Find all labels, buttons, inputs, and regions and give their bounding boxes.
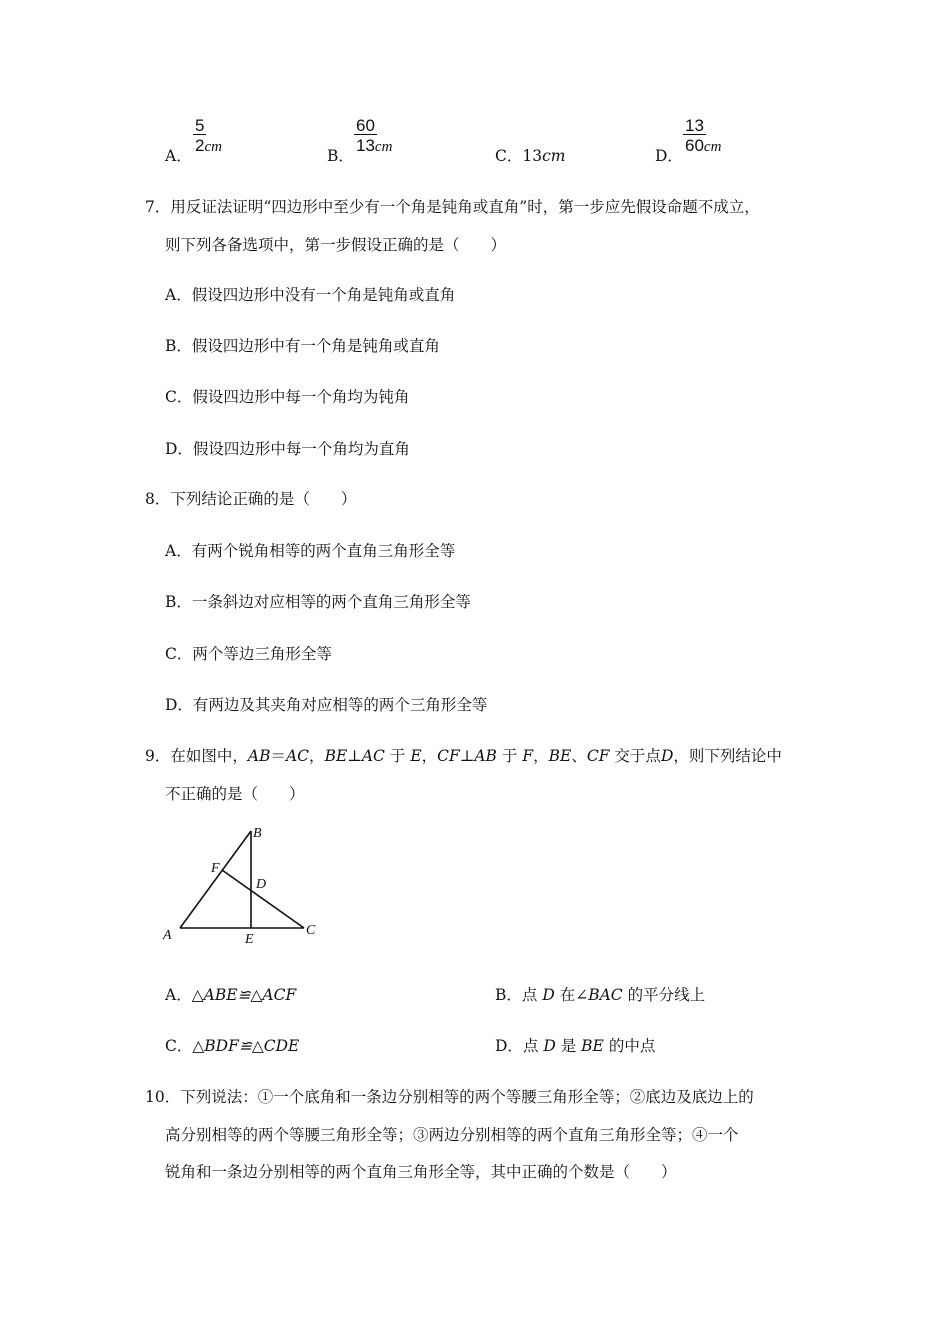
q7-option-a: A．假设四边形中没有一个角是钝角或直角 <box>165 286 456 304</box>
q10-stem-line2: 高分别相等的两个等腰三角形全等；③两边分别相等的两个直角三角形全等；④一个 <box>165 1126 739 1144</box>
label-a: A <box>163 928 172 943</box>
label-b: B <box>253 826 262 841</box>
q10-stem-line1: 10．下列说法：①一个底角和一条边分别相等的两个等腰三角形全等；②底边及底边上的 <box>145 1088 754 1106</box>
q8-option-c: C．两个等边三角形全等 <box>165 645 332 663</box>
q9-option-d: D．点 D 是 BE 的中点 <box>495 1037 656 1055</box>
q6-option-c-label: C． <box>495 147 523 165</box>
q9-option-a: A．△ABE≌△ACF <box>165 986 297 1004</box>
q10-stem-line3: 锐角和一条边分别相等的两个直角三角形全等，其中正确的个数是（ ） <box>165 1163 677 1181</box>
q9-option-b: B．点 D 在∠BAC 的平分线上 <box>495 986 706 1004</box>
q9-triangle-figure <box>160 820 330 950</box>
q6-option-c-value: 13 <box>522 147 543 165</box>
q8-option-b: B．一条斜边对应相等的两个直角三角形全等 <box>165 593 471 611</box>
q6-option-d-denominator: 60cm <box>685 136 722 155</box>
q6-option-a-numerator: 5 <box>195 116 205 135</box>
label-d: D <box>256 877 267 892</box>
label-f: F <box>211 861 220 876</box>
q8-stem: 8．下列结论正确的是（ ） <box>145 490 357 508</box>
q7-stem-line1: 7．用反证法证明“四边形中至少有一个角是钝角或直角”时，第一步应先假设命题不成立， <box>145 198 760 216</box>
q6-option-d-fraction <box>683 117 723 155</box>
q7-option-d: D．假设四边形中每一个角均为直角 <box>165 440 410 458</box>
q9-stem-line2: 不正确的是（ ） <box>165 785 305 803</box>
q6-option-a-denominator: 2cm <box>195 136 222 155</box>
q6-option-a-label: A． <box>165 147 192 165</box>
q6-option-c <box>495 144 566 166</box>
q9-option-c: C．△BDF≌△CDE <box>165 1037 300 1055</box>
q6-option-d-label: D． <box>655 147 683 165</box>
q6-option-b-numerator: 60 <box>356 116 375 135</box>
segment-ab <box>180 831 251 928</box>
q9-stem-line1: 9．在如图中，AB＝AC，BE⊥AC 于 E，CF⊥AB 于 F，BE、CF 交于点D，则下列结论中 <box>145 747 782 765</box>
q6-option-c-unit: cm <box>542 147 566 165</box>
q6-option-d-numerator: 13 <box>685 116 704 135</box>
q8-option-d: D．有两边及其夹角对应相等的两个三角形全等 <box>165 696 488 714</box>
q7-stem-line2: 则下列各备选项中，第一步假设正确的是（ ） <box>165 236 507 254</box>
label-c: C <box>306 923 316 938</box>
q6-option-b-label: B． <box>327 147 354 165</box>
q7-option-b: B．假设四边形中有一个角是钝角或直角 <box>165 337 440 355</box>
q6-option-b-denominator: 13cm <box>356 136 393 155</box>
q6-option-b-fraction <box>354 117 394 155</box>
q8-option-a: A．有两个锐角相等的两个直角三角形全等 <box>165 542 456 560</box>
q7-option-c: C．假设四边形中每一个角均为钝角 <box>165 388 410 406</box>
label-e: E <box>245 932 254 947</box>
q6-option-a-fraction <box>193 117 224 155</box>
